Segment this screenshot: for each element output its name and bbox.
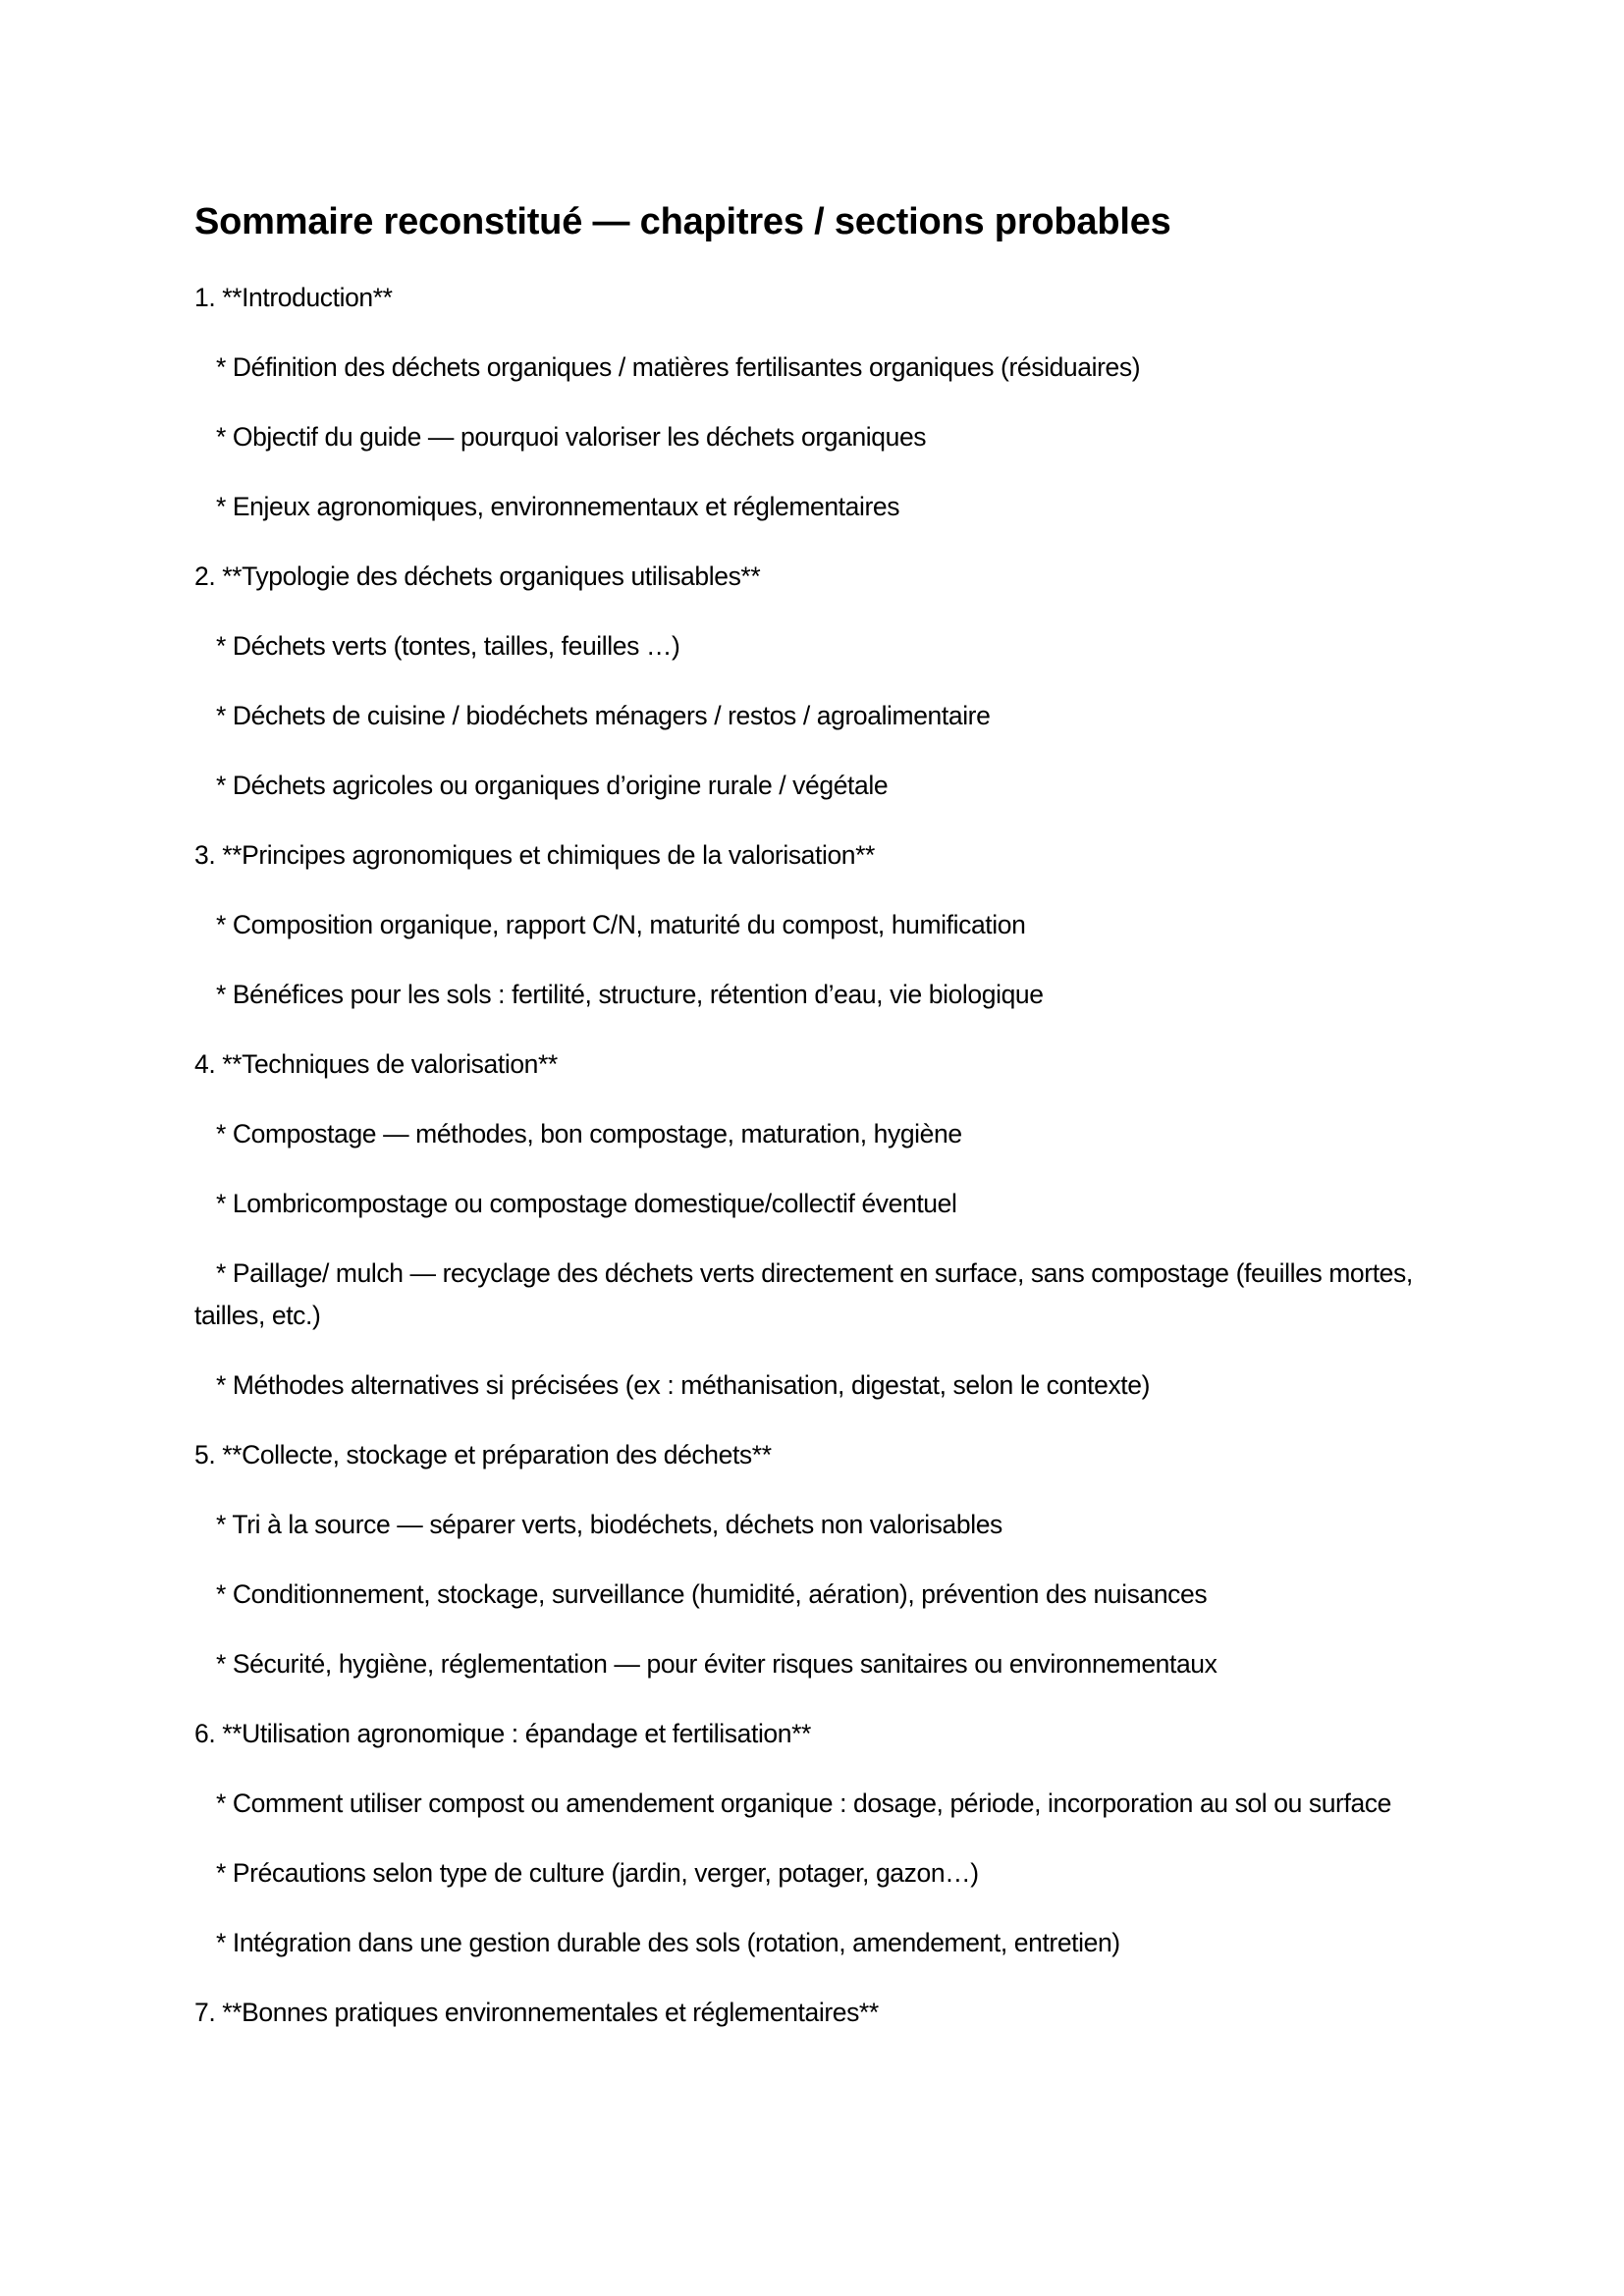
list-item: * Paillage/ mulch — recyclage des déchets verts directement en surface, sans compostage (feuilles mortes, tailles, etc.) — [194, 1258, 1420, 1330]
list-item: * Définition des déchets organiques / matières fertilisantes organiques (résiduaires) — [216, 352, 1141, 382]
list-item: * Intégration dans une gestion durable des sols (rotation, amendement, entretien) — [216, 1928, 1120, 1957]
list-item: * Déchets verts (tontes, tailles, feuilles …) — [216, 631, 680, 661]
section-heading-techniques: 4. **Techniques de valorisation** — [194, 1049, 558, 1079]
list-item: * Composition organique, rapport C/N, maturité du compost, humification — [216, 910, 1026, 939]
list-item: * Objectif du guide — pourquoi valoriser les déchets organiques — [216, 422, 927, 452]
list-item: * Bénéfices pour les sols : fertilité, structure, rétention d’eau, vie biologique — [216, 980, 1044, 1009]
list-item: * Lombricompostage ou compostage domestique/collectif éventuel — [216, 1189, 957, 1218]
section-heading-principes: 3. **Principes agronomiques et chimiques de la valorisation** — [194, 840, 875, 870]
list-item: * Enjeux agronomiques, environnementaux et réglementaires — [216, 492, 900, 521]
document-page — [194, 192, 1432, 2061]
list-item: * Sécurité, hygiène, réglementation — pour éviter risques sanitaires ou environnementaux — [216, 1649, 1218, 1679]
list-item: * Précautions selon type de culture (jardin, verger, potager, gazon…) — [216, 1858, 979, 1888]
list-item: * Tri à la source — séparer verts, biodéchets, déchets non valorisables — [216, 1510, 1002, 1539]
list-item: * Conditionnement, stockage, surveillance (humidité, aération), prévention des nuisances — [216, 1579, 1208, 1609]
list-item: * Déchets de cuisine / biodéchets ménagers / restos / agroalimentaire — [216, 701, 991, 730]
section-heading-bonnes-pratiques: 7. **Bonnes pratiques environnementales et réglementaires** — [194, 1998, 879, 2027]
list-item: * Compostage — méthodes, bon compostage, maturation, hygiène — [216, 1119, 962, 1148]
list-item: * Comment utiliser compost ou amendement organique : dosage, période, incorporation au sol ou surface — [216, 1789, 1391, 1818]
list-item: * Déchets agricoles ou organiques d’origine rurale / végétale — [216, 771, 889, 800]
document-title: Sommaire reconstitué — chapitres / sections probables — [194, 201, 1171, 242]
section-heading-introduction: 1. **Introduction** — [194, 283, 393, 312]
list-item: * Méthodes alternatives si précisées (ex : méthanisation, digestat, selon le contexte) — [216, 1370, 1151, 1400]
section-heading-typologie: 2. **Typologie des déchets organiques utilisables** — [194, 561, 761, 591]
section-heading-collecte: 5. **Collecte, stockage et préparation des déchets** — [194, 1440, 772, 1469]
section-heading-utilisation: 6. **Utilisation agronomique : épandage et fertilisation** — [194, 1719, 811, 1748]
